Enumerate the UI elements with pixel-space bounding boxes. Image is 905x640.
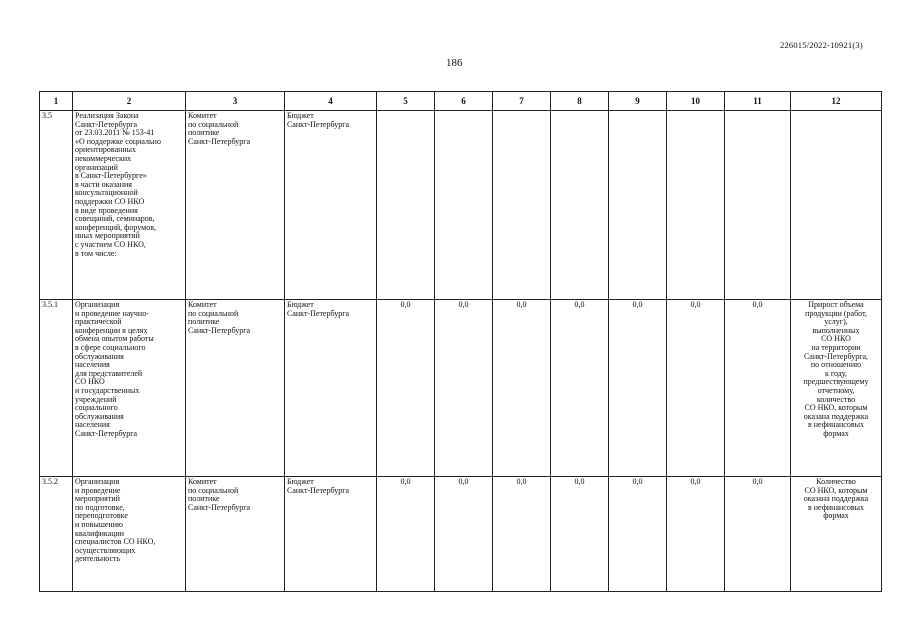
document-number: 226015/2022-10921(3) (780, 40, 863, 50)
value-cell: 0,0 (609, 300, 667, 477)
value-cell (377, 111, 435, 300)
funding-source: Бюджет Санкт-Петербурга (285, 111, 377, 300)
value-cell: 0,0 (493, 300, 551, 477)
indicator: Количество СО НКО, которым оказана поддержка в нефинансовых формах (791, 477, 882, 592)
value-cell: 0,0 (377, 477, 435, 592)
value-cell (551, 111, 609, 300)
value-cell (435, 111, 493, 300)
executor: Комитет по социальной политике Санкт-Петербурга (186, 300, 285, 477)
column-header: 8 (551, 92, 609, 111)
indicator (791, 111, 882, 300)
column-header: 12 (791, 92, 882, 111)
column-header: 1 (40, 92, 73, 111)
value-cell: 0,0 (493, 477, 551, 592)
funding-source: Бюджет Санкт-Петербурга (285, 477, 377, 592)
value-cell: 0,0 (667, 300, 725, 477)
row-id: 3.5.1 (40, 300, 73, 477)
executor: Комитет по социальной политике Санкт-Петербурга (186, 477, 285, 592)
column-header: 11 (725, 92, 791, 111)
value-cell (725, 111, 791, 300)
value-cell: 0,0 (725, 477, 791, 592)
page-number: 186 (446, 57, 463, 69)
value-cell (493, 111, 551, 300)
indicator: Прирост объема продукции (работ, услуг), выполненных СО НКО на территории Санкт-Петербурга, по отношению к году, предшествующему отчетному, количество СО НКО, которым оказана поддержка в нефинансовых формах (791, 300, 882, 477)
column-header: 5 (377, 92, 435, 111)
measure-name: Организация и проведение научно- практической конференции в целях обмена опытом работы в сфере социального обслуживания населения для представителей СО НКО и государственных учреждений социального обслуживания населения Санкт-Петербурга (73, 300, 186, 477)
table-row (40, 300, 882, 477)
value-cell: 0,0 (551, 300, 609, 477)
measure-name: Организация и проведение мероприятий по подготовке, переподготовке и повышению квалификации специалистов СО НКО, осуществляющих деятельность (73, 477, 186, 592)
value-cell (609, 111, 667, 300)
column-header: 3 (186, 92, 285, 111)
column-header: 7 (493, 92, 551, 111)
value-cell: 0,0 (435, 477, 493, 592)
table-row (40, 111, 882, 300)
program-table (39, 91, 882, 592)
column-header: 2 (73, 92, 186, 111)
executor: Комитет по социальной политике Санкт-Петербурга (186, 111, 285, 300)
row-id: 3.5.2 (40, 477, 73, 592)
row-id: 3.5 (40, 111, 73, 300)
value-cell: 0,0 (435, 300, 493, 477)
column-header: 4 (285, 92, 377, 111)
value-cell: 0,0 (551, 477, 609, 592)
value-cell: 0,0 (725, 300, 791, 477)
value-cell: 0,0 (609, 477, 667, 592)
column-header: 10 (667, 92, 725, 111)
value-cell: 0,0 (377, 300, 435, 477)
value-cell (667, 111, 725, 300)
column-header: 6 (435, 92, 493, 111)
column-header: 9 (609, 92, 667, 111)
measure-name: Реализация Закона Санкт-Петербурга от 23.03.2011 № 153-41 «О поддержке социально ориентированных некоммерческих организаций в Санкт-Петербурге» в части оказания консультационной поддержки СО НКО в виде проведения совещаний, семинаров, конференций, форумов, иных мероприятий с участием СО НКО, в том числе: (73, 111, 186, 300)
column-number-header-row (40, 92, 882, 111)
funding-source: Бюджет Санкт-Петербурга (285, 300, 377, 477)
value-cell: 0,0 (667, 477, 725, 592)
table-row (40, 477, 882, 592)
